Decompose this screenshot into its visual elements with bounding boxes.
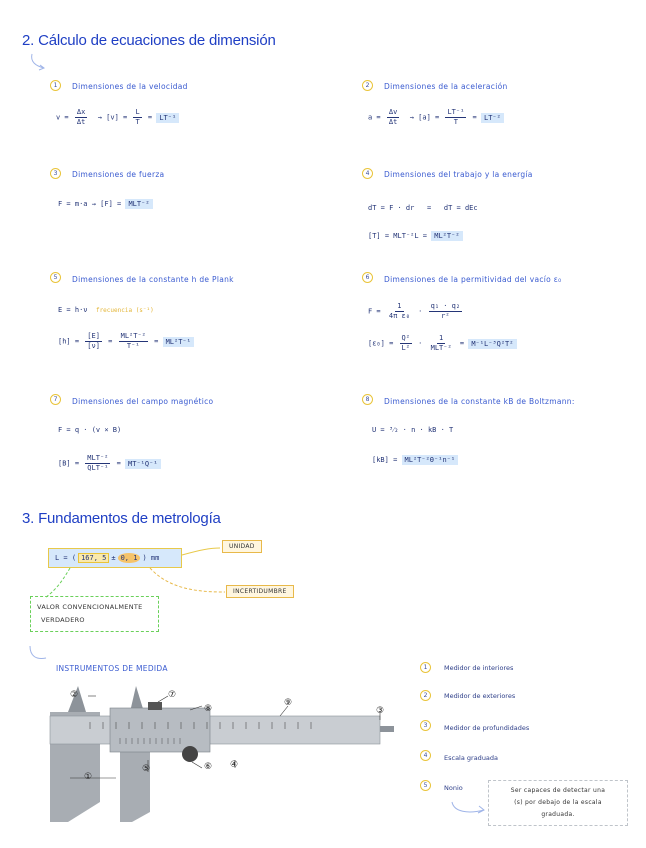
item-number-5: 5	[50, 272, 61, 283]
section-2-title: 2. Cálculo de ecuaciones de dimensión	[22, 32, 276, 49]
instruments-title: INSTRUMENTOS DE MEDIDA	[56, 664, 168, 673]
list-number-4: 4	[420, 750, 431, 761]
item-number-8: 8	[362, 394, 373, 405]
caliper-label-7: ⑦	[168, 690, 177, 700]
eq-permittivity-1: F = $\frac{1}{\text{4π ε₀}}$ · $\frac{\text{q₁ · q₂}}{\text{r²}}$	[368, 302, 461, 320]
item-title-permittivity: Dimensiones de la permitividad del vacío ε₀	[384, 275, 562, 284]
item-title-planck: Dimensiones de la constante h de Plank	[72, 275, 234, 284]
eq-planck-2: [h] = $\frac{[E]}{[\nu]}$ = $\frac{\text{ML²T⁻²}}{\text{T⁻¹}}$ = ML²T⁻¹	[58, 332, 194, 351]
caliper-label-1: ①	[84, 772, 93, 782]
eq-planck-1: E = h·ν frecuencia (s⁻¹)	[58, 306, 154, 314]
list-item-nonio: Nonio	[444, 784, 463, 792]
eq-boltzmann-1: U = ³⁄₂ · n · kB · T	[372, 426, 454, 434]
list-item-escala: Escala graduada	[444, 754, 499, 762]
list-item-interiores: Medidor de interiores	[444, 664, 514, 672]
list-item-exteriores: Medidor de exteriores	[444, 692, 516, 700]
nonio-note: Ser capaces de detectar una (s) por debajo de la escala graduada.	[488, 780, 628, 826]
item-title-velocity: Dimensiones de la velocidad	[72, 82, 188, 91]
label-incertidumbre: INCERTIDUMBRE	[226, 585, 294, 598]
arrow-doodle-icon-2	[448, 796, 488, 820]
list-number-3: 3	[420, 720, 431, 731]
item-number-1: 1	[50, 80, 61, 91]
caliper-label-3: ③	[376, 706, 385, 716]
list-number-2: 2	[420, 690, 431, 701]
caliper-label-8: ⑧	[204, 704, 213, 714]
measurement-box: L = ( 167, 5 ± 0, 1 ) mm	[48, 548, 182, 568]
eq-velocity: v = $\frac{\Delta x}{\Delta t}$ → [v] = $\frac{L}{T}$ = LT⁻¹	[56, 108, 179, 127]
eq-boltzmann-2: [kB] = ML²T⁻²Θ⁻¹n⁻¹	[372, 456, 458, 464]
label-valor-verdadero: VALOR CONVENCIONALMENTE VERDADERO	[30, 596, 159, 632]
vernier-caliper-image	[40, 682, 400, 832]
list-item-profundidades: Medidor de profundidades	[444, 724, 530, 732]
item-title-acceleration: Dimensiones de la aceleración	[384, 82, 508, 91]
eq-permittivity-2: [ε₀] = $\frac{\text{Q²}}{\text{L²}}$ · $\frac{1}{\text{MLT⁻²}}$ = M⁻¹L⁻³Q²T²	[368, 334, 517, 353]
eq-acceleration: a = $\frac{\Delta v}{\Delta t}$ → [a] = $\frac{\text{LT⁻¹}}{T}$ = LT⁻²	[368, 108, 504, 127]
item-number-3: 3	[50, 168, 61, 179]
item-number-4: 4	[362, 168, 373, 179]
item-title-magnetic: Dimensiones del campo magnético	[72, 397, 214, 406]
caliper-label-9: ⑨	[284, 698, 293, 708]
caliper-label-6: ⑥	[204, 762, 213, 772]
caliper-label-5: ⑤	[142, 764, 151, 774]
item-title-boltzmann: Dimensiones de la constante kB de Boltzmann:	[384, 397, 575, 406]
list-number-1: 1	[420, 662, 431, 673]
eq-magnetic-2: [B] = $\frac{\text{MLT⁻²}}{\text{QLT⁻¹}}$ = MT⁻¹Q⁻¹	[58, 454, 161, 473]
section-3-title: 3. Fundamentos de metrología	[22, 510, 221, 527]
item-number-2: 2	[362, 80, 373, 91]
caliper-label-4: ④	[230, 760, 239, 770]
item-number-7: 7	[50, 394, 61, 405]
list-number-5: 5	[420, 780, 431, 791]
eq-force: F = m·a → [F] = MLT⁻²	[58, 200, 153, 208]
item-title-force: Dimensiones de fuerza	[72, 170, 165, 179]
item-title-work: Dimensiones del trabajo y la energía	[384, 170, 533, 179]
label-unidad: UNIDAD	[222, 540, 262, 553]
eq-magnetic-1: F = q · (v × B)	[58, 426, 122, 434]
caliper-label-2: ②	[70, 690, 79, 700]
item-number-6: 6	[362, 272, 373, 283]
eq-work-2: [T] = MLT⁻²L = ML²T⁻²	[368, 232, 463, 240]
eq-work-1: dT = F · dr = dT = dEc	[368, 204, 478, 212]
